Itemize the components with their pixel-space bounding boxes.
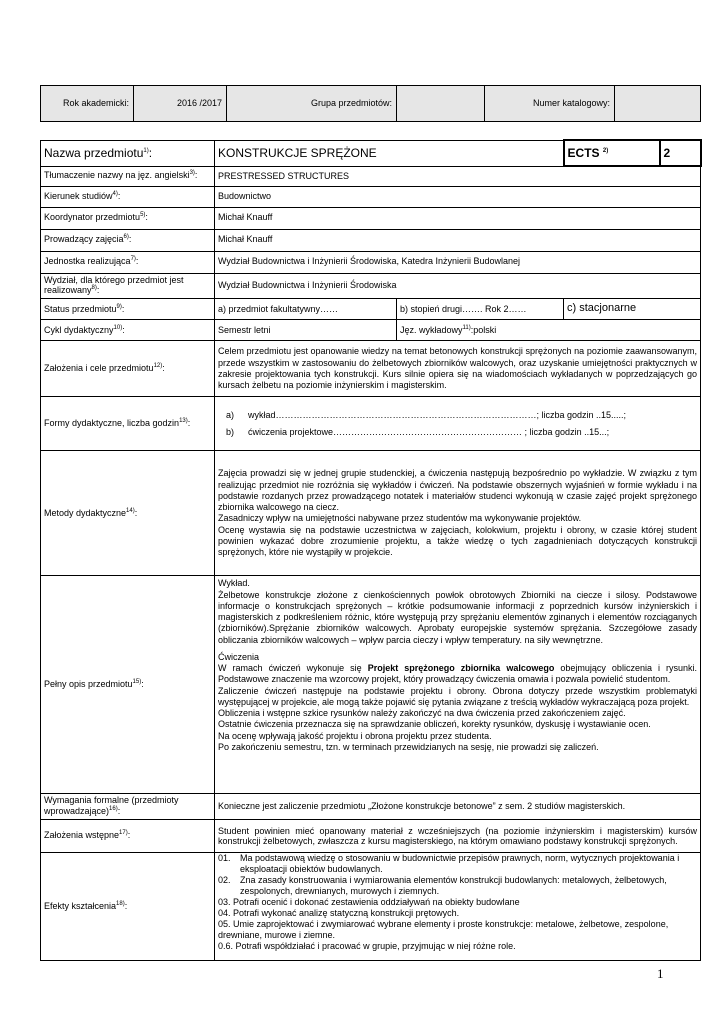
efekty-4: 04. Potrafi wykonać analizę statyczną konstrukcji prętowych. [218,907,460,918]
pelny-c1: Ćwiczenia [218,651,260,662]
cykl-label: Cykl dydaktyczny$^{10)}$: [41,320,215,341]
row-nazwa [41,140,701,166]
pelny-value [215,576,701,794]
cykl-value: Semestr letni [215,320,397,341]
wym-value: Konieczne jest zaliczenie przedmiotu „Złożone konstrukcje betonowe” z sem. 2 studiów magisterskich. [215,794,701,820]
efekty-2: 02. Zna zasady konstruowania i wymiarowania elementów konstrukcji budowlanych: metalowych, żelbetowych, zespolonych, drewnianych, murowych i ziemnych. [218,875,667,896]
formy-value [215,397,701,451]
pelny-w2: Żelbetowe konstrukcje złożone z cienkościennych powłok obrotowych Zbiorniki na ciecze i silosy. Podstawowe informacje o konstrukcjach sprężonych – krótkie podsumowanie informacji z poprzednich kursów inżynierskich i magisterskich z podkreśleniem różnic, które występują przy sprężaniu elementów zginanych i elementów rozciąganych (zbiorników).Sprężanie zbiorników walcowych. Aprobaty europejskie systemów sprężania. Szczegółowe zasady obliczania zbiorników walcowych – wpływ parcia cieczy i wpływ temperatury. na siły wewnętrzne. [218,589,698,645]
kier-label: Kierunek studiów$^{4)}$: [41,186,215,207]
prow-value: Michał Knauff [215,229,701,251]
zal-label: Założenia i cele przedmiotu$^{12)}$: [41,341,215,397]
pelny-c4: Obliczenia i wstępne szkice rysunków należy zakończyć na dwa ćwiczenia przed zakończeniem zajęć. [218,708,626,719]
tlum-value: PRESTRESSED STRUCTURES [215,166,701,186]
metody-value [215,451,701,576]
metody-label: Metody dydaktyczne$^{14)}$: [41,451,215,576]
wydz-value: Wydział Budownictwa i Inżynierii Środowiska [215,273,701,299]
metody-p2: Zasadniczy wpływ na umiejętności nabywane przez studentów ma wykonywanie projektów. [218,513,582,524]
formy-label: Formy dydaktyczne, liczba godzin$^{13)}$: [41,397,215,451]
prow-label: Prowadzący zajęcia$^{6)}$: [41,229,215,251]
pelny-c3: Zaliczenie ćwiczeń następuje na podstawie projektu i obrony. Obrona dotyczy przede wszystkim problematyki występującej w projekcie, ale mogą także pojawić się pytania związane z treścią wykładów wykraczającą poza projekt. [218,685,698,707]
pelny-w1: Wykład. [218,578,250,589]
formy-b: b) ćwiczenia projektowe……………………………………………………… ; liczba godzin ..15...; [226,426,610,437]
pelny-label: Pełny opis przedmiotu$^{15)}$: [41,576,215,794]
ects-value: 2 [660,140,701,166]
jedn-value: Wydział Budownictwa i Inżynierii Środowiska, Katedra Inżynierii Budowlanej [215,251,701,273]
wym-label: Wymagania formalne (przedmioty wprowadzające)$^{16)}$: [41,794,215,820]
rok-label: Rok akademicki: [41,86,134,122]
numer-label: Numer katalogowy: [485,86,615,122]
jedn-label: Jednostka realizująca$^{7)}$: [41,251,215,273]
metody-p1: Zajęcia prowadzi się w jednej grupie studenckiej, a ćwiczenia następują bezpośrednio po wykładzie. W związku z tym realizując przedmiot nie rozróżnia się wykładów i ćwiczeń. Na podstawie obszernych wyjaśnień w formie wykładu i na podstawie rozdanych przez prowadzącego notatek i materiałów studenci wykonują w czasie zajęć projekt sprężonego zbiornika walcowego na ciecz. [218,468,698,513]
efekty-6: 0.6. Potrafi współdziałać i pracować w grupie, przyjmując w niej różne role. [218,940,516,951]
course-table [40,139,702,961]
efekty-value [215,853,701,961]
koord-value: Michał Knauff [215,207,701,229]
pelny-c2: W ramach ćwiczeń wykonuje się Projekt sprężonego zbiornika walcowego obejmujący obliczenia i rysunki. Podstawowe znaczenie ma wzorcowy projekt, który prowadzący ćwiczenia omawia i pozwala powielić studentom. [218,663,698,685]
efekty-label: Efekty kształcenia$^{18)}$: [41,853,215,961]
pelny-c5: Ostatnie ćwiczenia przeznacza się na sprawdzanie obliczeń, korekty rysunków, dyskusję i wystawianie ocen. [218,719,651,730]
status-b: b) stopień drugi……. Rok 2…… [397,299,564,320]
page-number: 1 [657,966,664,981]
grupa-label: Grupa przedmiotów: [227,86,397,122]
tlum-label: Tłumaczenie nazwy na jęz. angielski$^{3)}$: [41,166,215,186]
header-table [40,85,701,122]
zalw-value: Student powinien mieć opanowany materiał z wcześniejszych (na poziomie inżynierskim i magisterskim) kursów konstrukcji żelbetowych, zwłaszcza z kursu magisterskiego, na którym omawiano podstawy konstrukcji sprężonych. [215,820,701,853]
efekty-1: 01. Ma podstawową wiedzę o stosowaniu w budownictwie przepisów prawnych, norm, wytycznych projektowania i eksploatacji obiektów budowlanych. [218,853,680,875]
efekty-3: 03. Potrafi ocenić i dokonać zestawienia oddziaływań na obiekty budowlane [218,896,520,907]
status-c: c) stacjonarne [564,299,701,320]
koord-label: Koordynator przedmiotu$^{5)}$: [41,207,215,229]
grupa-value [397,86,485,122]
wydz-label: Wydział, dla którego przedmiot jest realizowany$^{8)}$: [41,273,215,299]
jez-cell: Jęz. wykładowy$^{11)}$:polski [397,320,701,341]
rok-value: 2016 /2017 [134,86,227,122]
ects-label: ECTS $^{2)}$ [564,140,660,166]
formy-a: a) wykład……………………………………………………………………………; liczba godzin ..15.....; [226,409,627,420]
nazwa-label: Nazwa przedmiotu$^{1)}$: [41,140,215,166]
pelny-c7: Po zakończeniu semestru, tzn. w terminach przewidzianych na sesję, nie prowadzi się zaliczeń. [218,741,599,752]
status-a: a) przedmiot fakultatywny…… [215,299,397,320]
nazwa-value: KONSTRUKCJE SPRĘŻONE [215,140,564,166]
kier-value: Budownictwo [215,186,701,207]
pelny-c6: Na ocenę wpływają jakość projektu i obrona projektu przez studenta. [218,730,492,741]
numer-value [615,86,701,122]
zalw-label: Założenia wstępne$^{17)}$: [41,820,215,853]
metody-p3: Ocenę wystawia się na podstawie uczestnictwa w zajęciach, kolokwium, projektu i obrony, w czasie której student powinien wykazać dobre zrozumienie projektu, a także wiedzę o tych zagadnieniach dotyczących konstrukcji sprężonych, które nie wystąpiły w projekcie. [218,524,698,558]
zal-value: Celem przedmiotu jest opanowanie wiedzy na temat betonowych konstrukcji sprężonych na poziomie zaawansowanym, przede wszystkim w zastosowaniu do żelbetowych zbiorników walcowych, oraz uzyskanie umiejętności praktycznych w zakresie projektowania tych konstrukcji. Kurs silnie opiera się na wiadomościach wykładanych w poprzedzających go kursach żelbetu na poziomie inżynierskim i magisterskim. [215,341,701,397]
efekty-5: 05. Umie zaprojektować i zwymiarować wybrane elementy i proste konstrukcje: metalowe, żelbetowe, zespolone, drewniane, murowe i ziemne. [218,918,669,940]
status-label: Status przedmiotu$^{9)}$: [41,299,215,320]
